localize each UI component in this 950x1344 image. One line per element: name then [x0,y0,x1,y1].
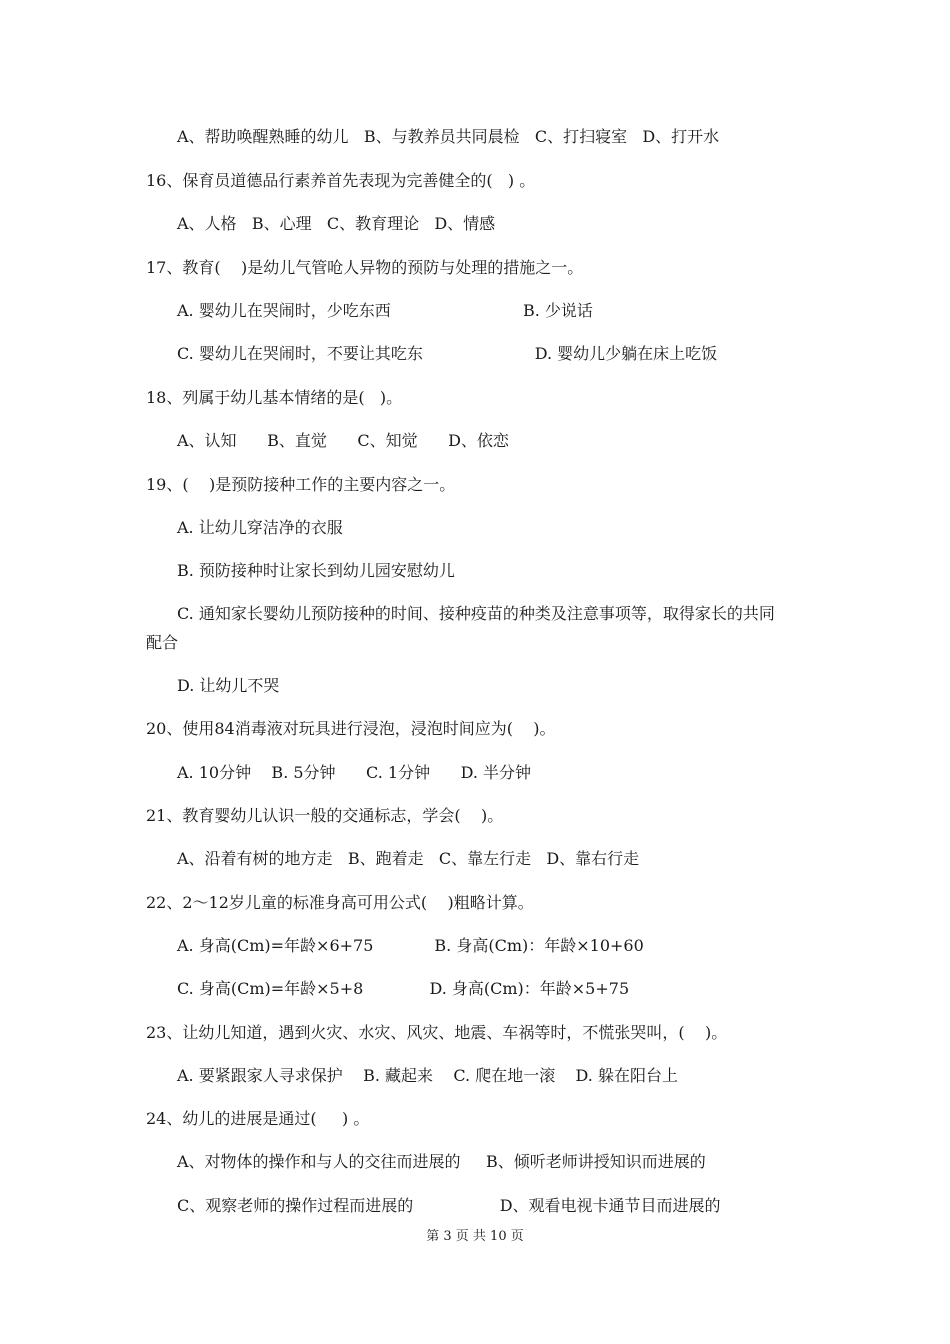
option-line: C. 通知家长婴幼儿预防接种的时间、接种疫苗的种类及注意事项等，取得家长的共同 [177,604,775,623]
option-line: A. 10分钟 B. 5分钟 C. 1分钟 D. 半分钟 [177,763,532,782]
option-line: A、认知 B、直觉 C、知觉 D、依恋 [177,431,509,450]
option-line: B. 预防接种时让家长到幼儿园安慰幼儿 [177,561,455,580]
option-line: A. 让幼儿穿洁净的衣服 [177,518,343,537]
option-line: C、观察老师的操作过程而进展的 D、观看电视卡通节目而进展的 [177,1196,721,1215]
option-line: C. 身高(Cm)=年龄×5+8 D. 身高(Cm)：年龄×5+75 [177,979,630,998]
option-line: A、沿着有树的地方走 B、跑着走 C、靠左行走 D、靠右行走 [177,849,640,868]
question-24: 24、幼儿的进展是通过( ) 。 [146,1109,370,1128]
question-21: 21、教育婴幼儿认识一般的交通标志，学会( )。 [146,806,504,825]
option-line: D. 让幼儿不哭 [177,676,280,695]
question-16: 16、保育员道德品行素养首先表现为完善健全的( ) 。 [146,171,536,190]
option-continuation: 配合 [146,633,179,652]
page-number-footer: 第 3 页 共 10 页 [426,1229,524,1244]
option-line: A. 婴幼儿在哭闹时，少吃东西 B. 少说话 [177,301,593,320]
question-23: 23、让幼儿知道，遇到火灾、水灾、风灾、地震、车祸等时，不慌张哭叫，( )。 [146,1023,728,1042]
question-22: 22、2～12岁儿童的标准身高可用公式( )粗略计算。 [146,893,534,912]
question-18: 18、列属于幼儿基本情绪的是( )。 [146,388,403,407]
option-line: C. 婴幼儿在哭闹时，不要让其吃东 D. 婴幼儿少躺在床上吃饭 [177,344,718,363]
question-17: 17、教育( )是幼儿气管呛人异物的预防与处理的措施之一。 [146,258,584,277]
option-line: A、帮助唤醒熟睡的幼儿 B、与教养员共同晨检 C、打扫寝室 D、打开水 [177,127,720,146]
option-line: A. 身高(Cm)=年龄×6+75 B. 身高(Cm)：年龄×10+60 [177,936,644,955]
option-line: A、对物体的操作和与人的交往而进展的 B、倾听老师讲授知识而进展的 [177,1152,706,1171]
question-20: 20、使用84消毒液对玩具进行浸泡，浸泡时间应为( )。 [146,719,556,738]
option-line: A. 要紧跟家人寻求保护 B. 藏起来 C. 爬在地一滚 D. 躲在阳台上 [177,1066,678,1085]
question-19: 19、( )是预防接种工作的主要内容之一。 [146,475,456,494]
option-line: A、人格 B、心理 C、教育理论 D、情感 [177,214,496,233]
